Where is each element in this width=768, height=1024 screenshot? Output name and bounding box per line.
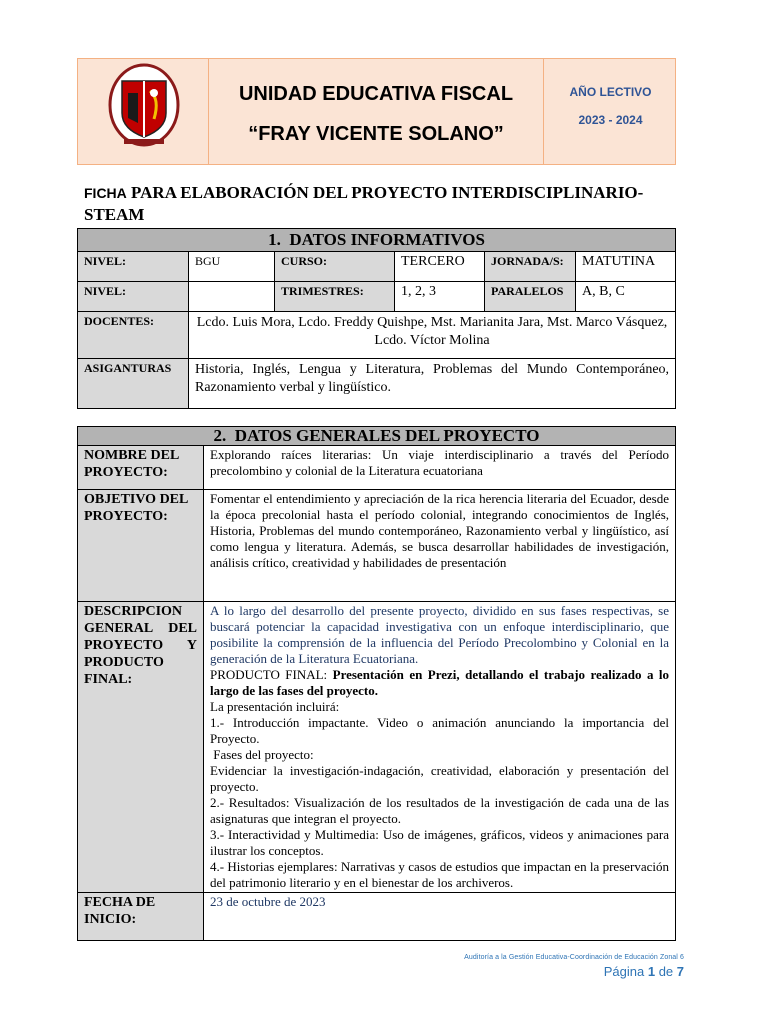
trimestres-label: TRIMESTRES: bbox=[275, 282, 395, 312]
page-word: Página bbox=[603, 964, 648, 979]
footer-audit-line: Auditoría a la Gestión Educativa-Coordinación de Educación Zonal 6 bbox=[464, 954, 684, 961]
header-divider bbox=[208, 59, 209, 164]
section-2-heading bbox=[78, 427, 676, 446]
page-of: de bbox=[655, 964, 677, 979]
descripcion-intro: A lo largo del desarrollo del presente proyecto, dividido en sus fases respectivas, se buscará potenciar la capacidad investigativa con un enfoque interdisciplinario, que posibilite la comprensión de la influencia del Período Precolombino y Colonial en la generación de la Literatura Ecuatoriana. bbox=[210, 603, 670, 666]
page-total: 7 bbox=[676, 964, 684, 979]
nivel-value-2 bbox=[189, 282, 275, 312]
docentes-value: Lcdo. Luis Mora, Lcdo. Freddy Quishpe, Mst. Marianita Jara, Mst. Marco Vásquez, Lcdo. Víctor Molina bbox=[189, 312, 676, 359]
jornada-value: MATUTINA bbox=[576, 252, 676, 282]
title-prefix: FICHA bbox=[84, 185, 127, 201]
objetivo-proyecto-label: OBJETIVO DEL PROYECTO: bbox=[78, 490, 204, 602]
asignaturas-value: Historia, Inglés, Lengua y Literatura, Problemas del Mundo Contemporáneo, Razonamiento verbal y lingüístico. bbox=[189, 359, 676, 409]
docentes-label: DOCENTES: bbox=[78, 312, 189, 359]
fases-proyecto: Fases del proyecto: bbox=[210, 747, 314, 762]
section-1-title: DATOS INFORMATIVOS bbox=[289, 230, 485, 249]
item-introduccion: 1.- Introducción impactante. Video o animación anunciando la importancia del Proyecto. bbox=[210, 715, 670, 746]
section-2-number: 2. bbox=[213, 426, 227, 445]
paralelos-value: A, B, C bbox=[576, 282, 676, 312]
school-name-line1: UNIDAD EDUCATIVA FISCAL bbox=[238, 83, 514, 105]
title-text: PARA ELABORACIÓN DEL PROYECTO INTERDISCIPLINARIO-STEAM bbox=[84, 183, 644, 224]
item-resultados: 2.- Resultados: Visualización de los resultados de la investigación de cada una de las asignaturas que integran el proyecto. bbox=[210, 795, 670, 826]
curso-label: CURSO: bbox=[275, 252, 395, 282]
fecha-inicio-value: 23 de octubre de 2023 bbox=[204, 893, 676, 941]
fecha-inicio-label: FECHA DE INICIO: bbox=[78, 893, 204, 941]
school-year-label: AÑO LECTIVO bbox=[569, 85, 652, 99]
asignaturas-label: ASIGANTURAS bbox=[78, 359, 189, 409]
document-header bbox=[77, 58, 676, 165]
nivel-label: NIVEL: bbox=[78, 252, 189, 282]
presentacion-incluira: La presentación incluirá: bbox=[210, 699, 340, 714]
page-number bbox=[604, 964, 684, 979]
nivel-value: BGU bbox=[189, 252, 275, 282]
curso-value: TERCERO bbox=[395, 252, 485, 282]
descripcion-label: DESCRIPCION GENERAL DEL PROYECTO Y PRODUCTO FINAL: bbox=[78, 602, 204, 893]
objetivo-proyecto-value: Fomentar el entendimiento y apreciación de la rica herencia literaria del Ecuador, desde la época precolonial hasta el período colonial, integrando conocimientos de Inglés, Historia, Problemas del mundo contemporáneo, Razonamiento verbal y lingüístico, así como lengua y literatura. Además, se busca desarrollar habilidades de investigación, análisis crítico, creatividad y habilidades de presentación bbox=[204, 490, 676, 602]
producto-final bbox=[210, 667, 669, 699]
producto-final-text: Presentación en Prezi, detallando el trabajo realizado a lo largo de las fases del proyecto. bbox=[210, 667, 670, 698]
nombre-proyecto-value: Explorando raíces literarias: Un viaje interdisciplinario a través del Período precolombino y colonial de la Literatura ecuatoriana bbox=[204, 446, 676, 490]
section-1-heading bbox=[78, 229, 676, 252]
nivel-label-2: NIVEL: bbox=[78, 282, 189, 312]
document-title bbox=[84, 182, 694, 225]
trimestres-value: 1, 2, 3 bbox=[395, 282, 485, 312]
datos-generales-table bbox=[77, 426, 676, 941]
section-2-title: DATOS GENERALES DEL PROYECTO bbox=[234, 426, 540, 445]
school-crest-icon bbox=[108, 63, 180, 147]
item-interactividad: 3.- Interactividad y Multimedia: Uso de imágenes, gráficos, videos y animaciones para ilustrar los conceptos. bbox=[210, 827, 670, 858]
descripcion-value bbox=[204, 602, 676, 893]
section-1-number: 1. bbox=[268, 230, 281, 249]
evidenciar-text: Evidenciar la investigación-indagación, creatividad, elaboración y presentación del proyecto. bbox=[210, 763, 670, 794]
school-year-value: 2023 - 2024 bbox=[578, 113, 643, 127]
header-divider bbox=[543, 59, 544, 164]
producto-final-prefix: PRODUCTO FINAL: bbox=[210, 667, 333, 682]
datos-informativos-table bbox=[77, 228, 676, 409]
paralelos-label: PARALELOS bbox=[485, 282, 576, 312]
page-current: 1 bbox=[647, 964, 656, 979]
nombre-proyecto-label: NOMBRE DEL PROYECTO: bbox=[78, 446, 204, 490]
item-historias: 4.- Historias ejemplares: Narrativas y casos de estudios que impactan en la preservación del patrimonio literario y en el bienestar de los archiveros. bbox=[210, 859, 670, 890]
school-name-line2: “FRAY VICENTE SOLANO” bbox=[248, 123, 504, 145]
jornada-label: JORNADA/S: bbox=[485, 252, 576, 282]
